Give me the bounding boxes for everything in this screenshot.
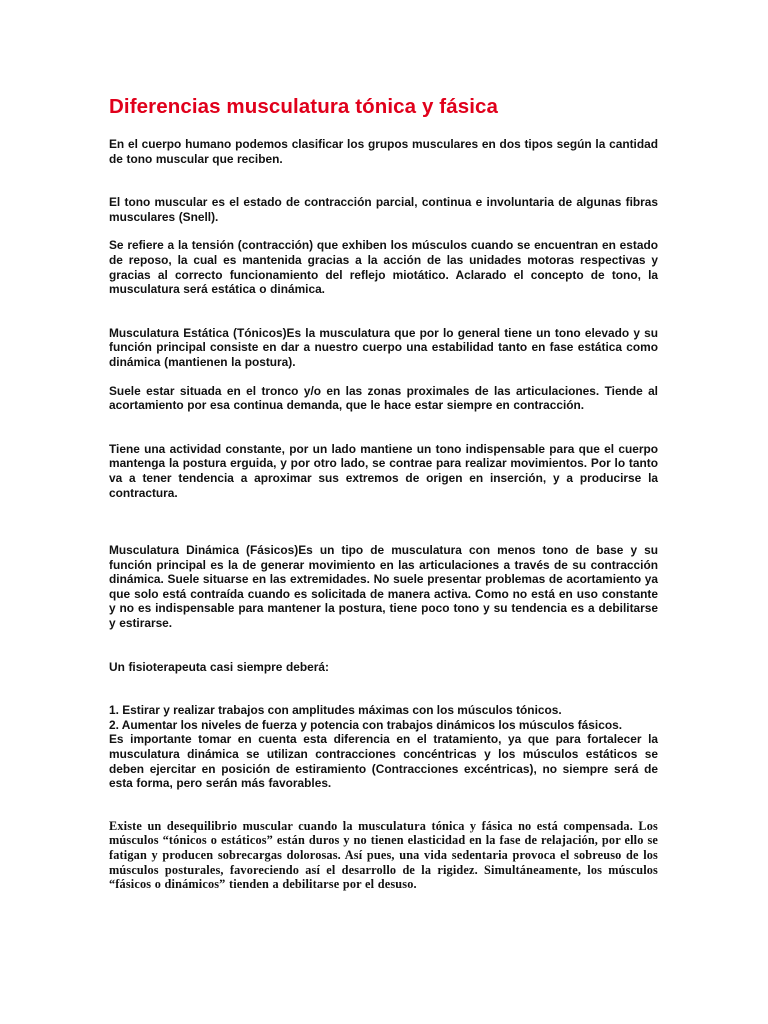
paragraph-static-musculature: Musculatura Estática (Tónicos)Es la musculatura que por lo general tiene un tono elevado y su función principal consiste en dar a nuestro cuerpo una estabilidad tanto en fase estática como dinámica (mantienen la postura).	[109, 325, 658, 369]
paragraph-constant-activity: Tiene una actividad constante, por un lado mantiene un tono indispensable para que el cuerpo mantenga la postura erguida, y por otro lado, se contrae para realizar movimientos. Por lo tanto va a tener tendencia a aproximar sus extremos de origen en inserción, y a producirse la contractura.	[109, 441, 658, 500]
paragraph-muscle-imbalance-rest: Los músculos “tónicos o estáticos” están duros y no tienen elasticidad en la fase de relajación, por ello se fatigan y producen sobrecargas dolorosas. Así pues, una vida sedentaria provoca el sobreuso de los músculos posturales, favoreciendo así el desarrollo de la rigidez. Simultáneamente, los músculos “fásicos o dinámicos” tienden a debilitarse por el desuso.	[109, 818, 658, 892]
paragraph-muscle-imbalance	[109, 819, 658, 892]
list-item: 1. Estirar y realizar trabajos con amplitudes máximas con los músculos tónicos.	[109, 703, 562, 718]
paragraph-muscle-imbalance-lead: Existe un desequilibrio muscular cuando la musculatura tónica y fásica no está compensada.	[109, 818, 633, 833]
list-item: 2. Aumentar los niveles de fuerza y potencia con trabajos dinámicos los músculos fásicos.	[109, 717, 622, 732]
page-title: Diferencias musculatura tónica y fásica	[109, 95, 499, 118]
paragraph-dynamic-musculature: Musculatura Dinámica (Fásicos)Es un tipo de musculatura con menos tono de base y su función principal es la de generar movimiento en las articulaciones a través de su contracción dinámica. Suele situarse en las extremidades. No suele presentar problemas de acortamiento ya que solo está contraída cuando es solicitada de manera activa. Como no está en uso constante y no es indispensable para mantener la postura, tiene poco tono y su tendencia es a debilitarse y estirarse.	[109, 543, 658, 631]
paragraph-treatment-note: Es importante tomar en cuenta esta diferencia en el tratamiento, ya que para fortalecer la musculatura dinámica se utilizan contracciones concéntricas y los músculos estáticos se deben ejercitar en posición de estiramiento (Contracciones excéntricas), no siempre será de esta forma, pero serán más favorables.	[109, 732, 658, 791]
paragraph-physiotherapist-intro: Un fisioterapeuta casi siempre deberá:	[109, 659, 329, 674]
paragraph-static-location: Suele estar situada en el tronco y/o en las zonas proximales de las articulaciones. Tiende al acortamiento por esa continua demanda, que le hace estar siempre en contracción.	[109, 383, 658, 413]
paragraph-tension-explanation: Se refiere a la tensión (contracción) que exhiben los músculos cuando se encuentran en estado de reposo, la cual es mantenida gracias a la acción de las unidades motoras respectivas y gracias al correcto funcionamiento del reflejo miotático. Aclarado el concepto de tono, la musculatura será estática o dinámica.	[109, 238, 658, 297]
document-body	[109, 95, 658, 892]
recommendation-list	[109, 703, 658, 732]
paragraph-muscle-tone-definition: El tono muscular es el estado de contracción parcial, continua e involuntaria de algunas fibras musculares (Snell).	[109, 195, 658, 224]
paragraph-intro: En el cuerpo humano podemos clasificar los grupos musculares en dos tipos según la cantidad de tono muscular que reciben.	[109, 137, 658, 166]
